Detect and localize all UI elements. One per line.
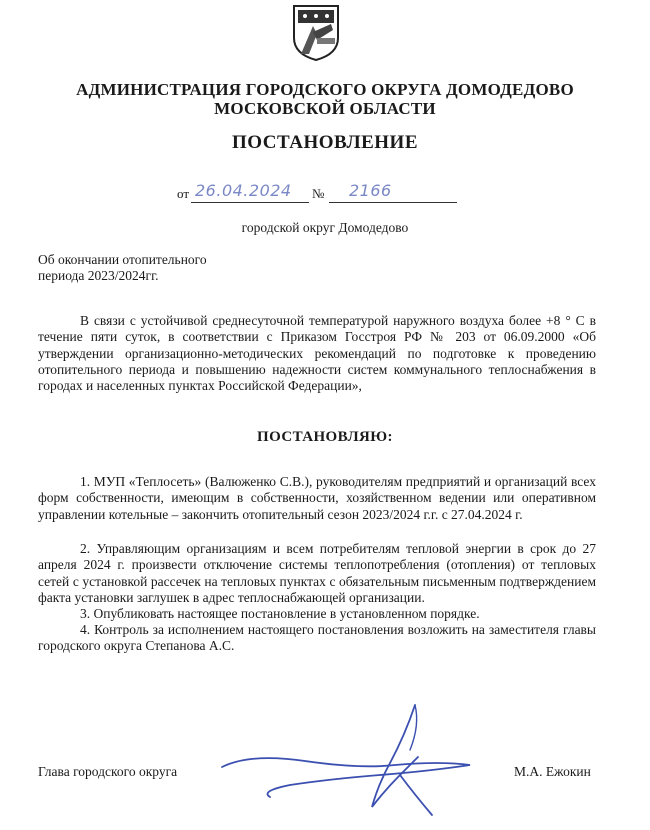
resolution-item: 4. Контроль за исполнением настоящего постановления возложить на заместителя главы городского округа Степанова А.С. (38, 622, 596, 654)
resolution-item: 1. МУП «Теплосеть» (Валюженко С.В.), руководителям предприятий и организаций всех форм собственности, имеющим в собственности, хозяйственном ведении или оперативном управлении котельные – закончить отопительный сезон 2023/2024 г.г. с 27.04.2024 г. (38, 474, 596, 522)
resolution-item: 2. Управляющим организациям и всем потребителям тепловой энергии в срок до 27 апреля 2024 г. произвести отключение системы теплопотребления (отопления) от тепловых сетей с установкой рассечек на тепловых пунктах с обязательным письменным подтверждением факта установки заглушек в адрес теплоснабжающей организации. (38, 541, 596, 605)
resolution-item: 3. Опубликовать настоящее постановление в установленном порядке. (80, 606, 480, 621)
handwritten-signature (210, 695, 490, 830)
organization-region: МОСКОВСКОЙ ОБЛАСТИ (214, 99, 436, 118)
place-of-issue: городской округ Домодедово (241, 220, 409, 235)
coat-of-arms-icon (291, 4, 341, 62)
handwritten-date: 26.04.2024 (195, 181, 292, 200)
organization-name: АДМИНИСТРАЦИЯ ГОРОДСКОГО ОКРУГА ДОМОДЕДОВО (76, 80, 574, 99)
preamble-paragraph: В связи с устойчивой среднесуточной температурой наружного воздуха более +8 ° С в течение пяти суток, в соответствии с Приказом Госстроя РФ № 203 от 06.09.2000 «Об утверждении организационно-методических рекомендаций по подготовке к проведению отопительного периода и повышению надежности систем коммунального теплоснабжения в городах и населенных пунктах Российской Федерации», (38, 313, 596, 394)
number-label: № (312, 186, 325, 201)
document-type-title: ПОСТАНОВЛЕНИЕ (231, 132, 419, 153)
subject-line: Об окончании отопительного (38, 252, 207, 267)
document-subject (38, 252, 207, 284)
date-from-label: от (177, 186, 190, 201)
signatory-position: Глава городского округа (38, 764, 178, 779)
handwritten-number: 2166 (349, 181, 392, 200)
subject-line: периода 2023/2024гг. (38, 268, 159, 283)
signatory-name: М.А. Ежокин (514, 764, 591, 779)
resolve-heading: ПОСТАНОВЛЯЮ: (257, 429, 393, 445)
